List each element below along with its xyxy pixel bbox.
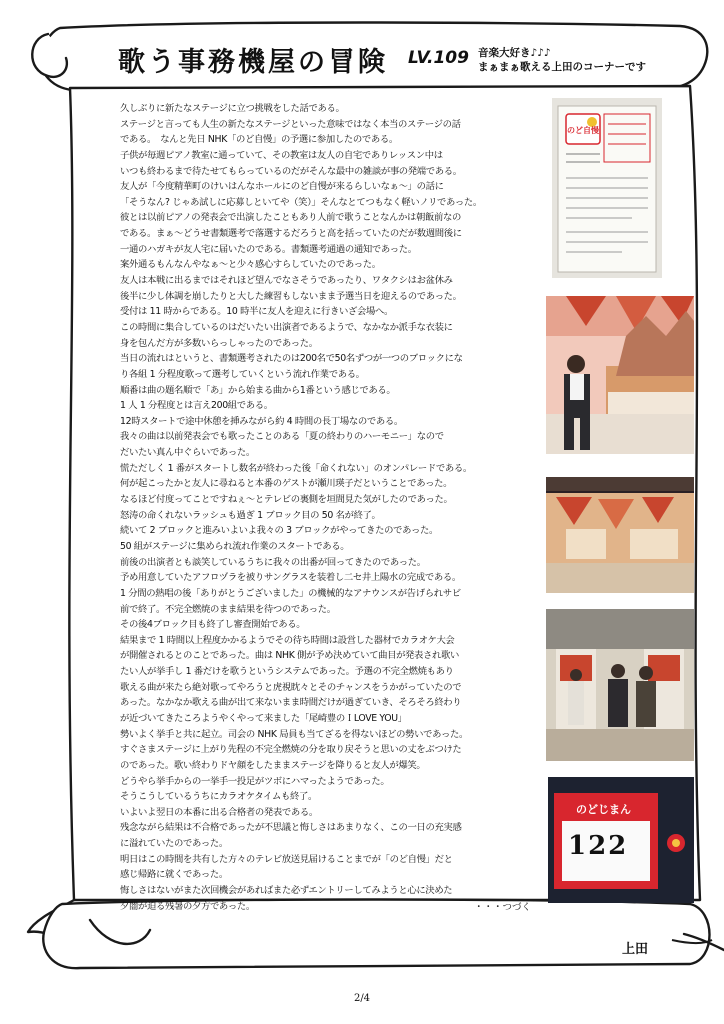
article-line: そうこうしているうちにカラオケタイムも終了。 [120,791,318,803]
badge-number: 122 [568,831,629,861]
article-line: 1 人 1 分程度とは言え200組である。 [120,400,273,412]
article-line: いつも終わるまで待たせてもらっているのだがそんな最中の雑談が事の発端である。 [120,165,462,177]
number-badge-photo [548,777,694,903]
article-line: だいたい真ん中ぐらいであった。 [120,447,255,459]
article-line: いよいよ翌日の本番に出る合格者の発表である。 [120,806,318,818]
article-line: すぐさまステージに上がり先程の不完全燃焼の分を取り戻そうと思いの丈をぶつけた [120,744,462,756]
article-line: 彼とは以前ピアノの発表会で出演したこともあり人前で歌うことなんかは朝飯前なの [120,212,462,224]
article-line: 子供が毎週ピアノ教室に通っていて、その教室は友人の自宅でありレッスン中は [120,149,443,161]
article-line: この時間に集合しているのはだいたい出演者であるようで、なかなか派手な衣装に [120,321,453,333]
article-line: が近づいてきたころようやくやって来ました「尾崎豊のＩLOVE YOU」 [120,712,407,724]
article-line: 感じ帰路に就くであった。 [120,869,228,881]
tagline-line-1: 音楽大好き♪♪♪ [478,47,551,59]
article-line: 順番は曲の題名順で「あ」から始まる曲から1番という感じである。 [120,384,396,396]
tagline [478,46,646,74]
backstage-photo [546,609,694,761]
article-line: に溢れていたのであった。 [120,838,228,850]
page-title: 歌う事務機屋の冒険 [118,47,388,78]
article-line: なるほど付度ってことですねぇ～とテレビの裏側を垣間見た気がしたのであった。 [120,494,453,506]
level-label: LV.109 [408,48,469,68]
article-line: 「そうなん? じゃあ試しに応募しといてや（笑）」そんなとてつもなく軽いノリであった。 [120,196,482,208]
article-line: 怒涛の命くれないラッシュも過ぎ 1 ブロック目の 50 名が終了。 [120,509,381,521]
article-line: である。 なんと先日 NHK「のど自慢」の予選に参加したのである。 [120,134,398,146]
article-line: 当日の流れはというと、書類選考されたのは200名で50名ずつが一つのブロックにな [120,353,463,365]
article-line: 前で終了。不完全燃焼のまま結果を待つのであった。 [120,603,336,615]
article-line: 身を包んだ方が多数いらっしゃったのであった。 [120,337,318,349]
article-line: が開催されるとのことであった。曲は NHK 側が予め決めていて曲目が発表され歌い [120,650,460,662]
stage-person-photo [546,296,694,454]
postcard-photo [552,98,662,278]
article-line: 続いて 2 ブロックと進みいよいよ我々の 3 ブロックがやってきたのであった。 [120,525,439,537]
article-line: 1 分間の熱唱の後「ありがとうございました」の機械的なアナウンスが告げられサビ [120,587,461,599]
article-line: 慌ただしく 1 番がスタートし数名が終わった後「命くれない」のオンパレードである。 [120,462,472,474]
article-line: 悔しさはないがまた次回機会があればまた必ずエントリーしてみようと心に決めた [120,885,453,897]
closing-mark: ・・・つづく [474,902,532,913]
article-line: 前後の出演者とも談笑しているうちに我々の出番が回ってきたのであった。 [120,556,426,568]
article-line: どうやら挙手からの一挙手一投足がツボにハマったようであった。 [120,775,390,787]
article-line: 一通のハガキが友人宅に届いたのである。書類選考通過の通知であった。 [120,243,417,255]
article-line: 結果まで 1 時間以上程度かかるようでその待ち時間は設営した器材でカラオケ大会 [120,634,455,646]
article-line: その後4ブロック目も終了し審査開始である。 [120,619,306,631]
article-line: 勢いよく挙手と共に起立。司会の NHK 局員も当てざるを得ないほどの勢いであった。 [120,728,469,740]
article-line: あった。なかなか歌える曲が出て来ないまま時間だけが過ぎていき、そろそろ終わり [120,697,462,709]
tagline-line-2: まぁまぁ歌える上田のコーナーです [478,61,646,73]
article-line: 受付は 11 時からである。10 時半に友人を迎えに行きいざ会場へ。 [120,306,393,318]
page-number: 2/4 [353,993,371,1004]
article-body [120,101,550,914]
article-line: ステージと言っても人生の新たなステージといった意味ではなく本当のステージの話 [120,118,461,130]
postcard-logo: のど自慢 [567,126,599,135]
article-line: のであった。歌い終わりドヤ顔をしたままステージを降りると友人が爆笑。 [120,759,426,771]
article-line: 予め用意していたアフロヅラを被りサングラスを装着し二セ井上陽水の完成である。 [120,572,461,584]
article-line: 残念ながら結果は不合格であったが不思議と悔しさはあまりなく、この一日の充実感 [120,822,462,834]
article-line: り各組 1 分程度歌って選考していくという流れ作業である。 [120,368,365,380]
article-line: 何が起こったかと友人に尋ねると本番のゲストが瀬川瑛子だということであった。 [120,478,453,490]
article-line: 友人は本戦に出るまではそれほど望んでなさそうであったり、ワタクシはお盆休み [120,275,453,287]
article-line: である。まぁ～どうせ書類選考で落選するだろうと高を括っていたのだが数週間後に [120,228,462,240]
article-line: 後半に少し体調を崩したりと大した練習もしないまま予選当日を迎えるのであった。 [120,290,462,302]
article-line: 50 組がステージに集められ流れ作業のスタートである。 [120,540,350,552]
article-line: 友人が「今度精華町のけいはんなホールにのど自慢が来るらしいなぁ～」の話に [120,181,444,193]
stage-set-photo [546,477,694,593]
article-line: 我々の曲は以前発表会でも歌ったことのある「夏の終わりのハーモニー」なので [120,431,444,443]
article-line: 歌える曲が来たら絶対歌ってやろうと虎視眈々とそのチャンスをうかがっていたので [120,681,462,693]
article-line: 久しぶりに新たなステージに立つ挑戦をした話である。 [120,103,345,114]
author-name: 上田 [622,942,649,957]
badge-logo: のどじまん [576,803,631,816]
article-line: 明日はこの時間を共有した方々のテレビ放送見届けることまでが「のど自慢」だと [120,853,453,865]
article-line: 夕闇が迫る残暑の夕方であった。 [120,900,255,912]
article-line: 案外通るもんなんやなぁ～と少々感心すらしていたのであった。 [120,259,381,271]
article-line: 12時スタートで途中休憩を挿みながら約 4 時間の長丁場なのである。 [120,415,403,427]
article-line: たい人が挙手し 1 番だけを歌うというシステムであった。予選の不完全燃焼もあり [120,666,454,678]
